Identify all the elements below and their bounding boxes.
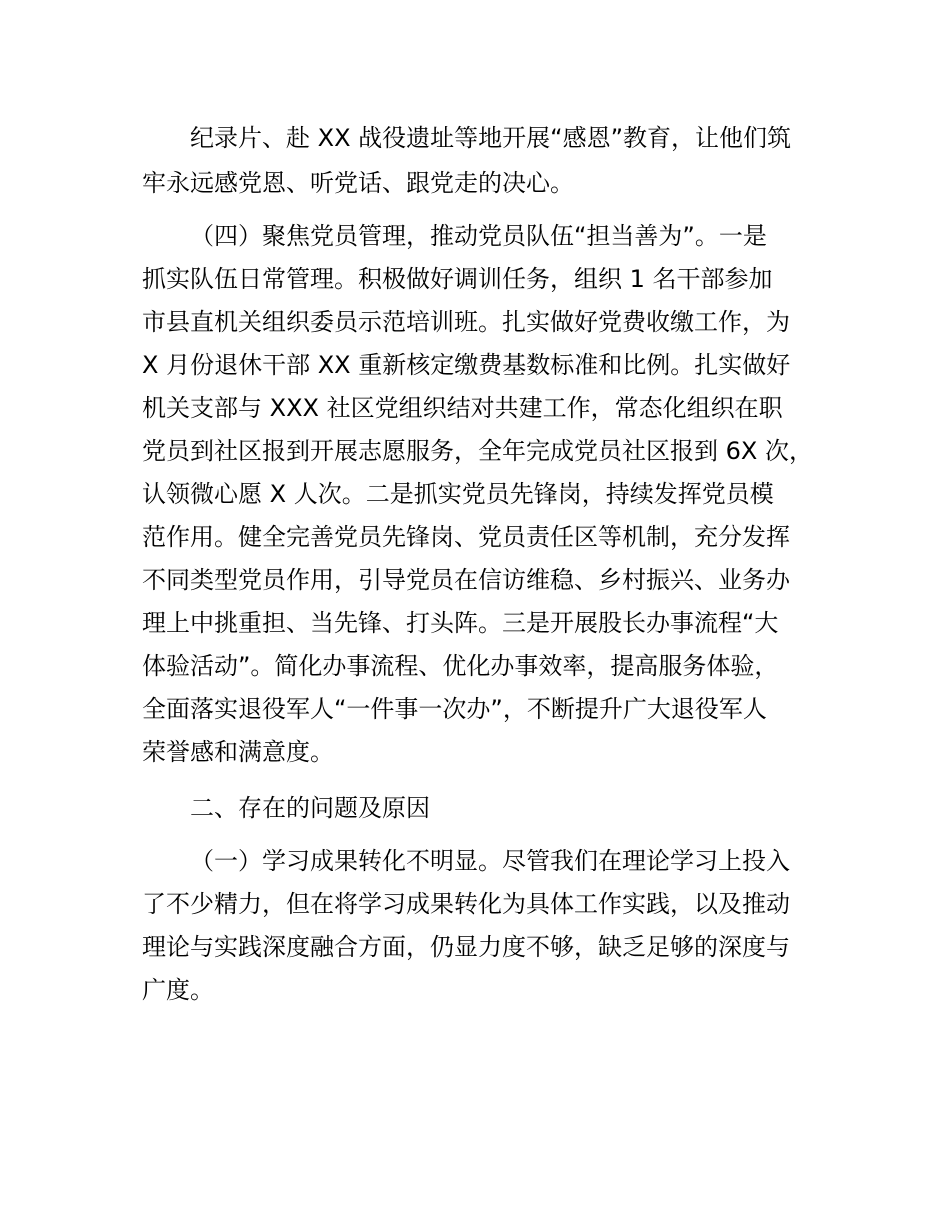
text-line: 党员到社区报到开展志愿服务，全年完成党员社区报到 6X 次， [142, 437, 813, 465]
text-line: X 月份退休干部 XX 重新核定缴费基数标准和比例。扎实做好 [142, 351, 791, 379]
text-line: 了不少精力，但在将学习成果转化为具体工作实践，以及推动 [142, 890, 790, 918]
text-line: 不同类型党员作用，引导党员在信访维稳、乡村振兴、业务办 [142, 566, 790, 594]
text-line: 理上中挑重担、当先锋、打头阵。三是开展股长办事流程“大 [142, 609, 779, 637]
text-line: 范作用。健全完善党员先锋岗、党员责任区等机制，充分发挥 [142, 523, 790, 551]
text-line: 抓实队伍日常管理。积极做好调训任务，组织 1 名干部参加 [142, 265, 773, 293]
text-line: 市县直机关组织委员示范培训班。扎实做好党费收缴工作，为 [142, 308, 790, 336]
text-line: 全面落实退役军人“一件事一次办”，不断提升广大退役军人 [142, 695, 767, 723]
text-line: 机关支部与 XXX 社区党组织结对共建工作，常态化组织在职 [142, 394, 783, 422]
text-line: 认领微心愿 X 人次。二是抓实党员先锋岗，持续发挥党员模 [142, 480, 774, 508]
text-line: 纪录片、赴 XX 战役遗址等地开展“感恩”教育，让他们筑 [190, 124, 792, 152]
text-line: 荣誉感和满意度。 [142, 738, 334, 766]
text-line: 广度。 [142, 976, 214, 1004]
text-line: 牢永远感党恩、听党话、跟党走的决心。 [142, 169, 574, 197]
section-heading: 二、存在的问题及原因 [190, 794, 430, 822]
text-line: （一）学习成果转化不明显。尽管我们在理论学习上投入 [190, 847, 790, 875]
text-line: （四）聚焦党员管理，推动党员队伍“担当善为”。一是 [190, 222, 767, 250]
text-line: 体验活动”。简化办事流程、优化办事效率，提高服务体验， [142, 652, 779, 680]
text-line: 理论与实践深度融合方面，仍显力度不够，缺乏足够的深度与 [142, 933, 790, 961]
